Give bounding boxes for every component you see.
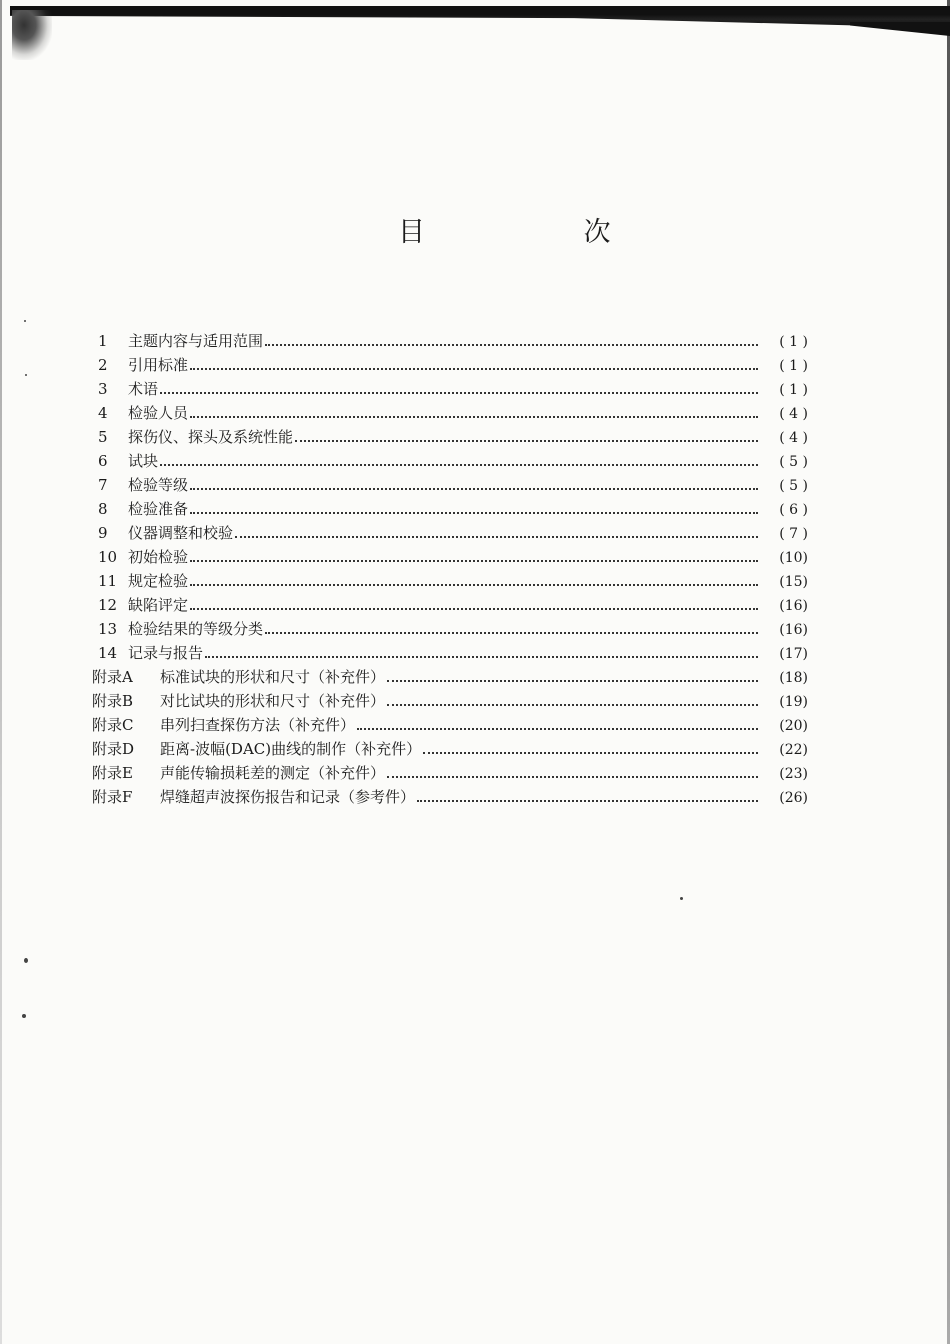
- toc-entry-number: 8: [98, 500, 108, 518]
- toc-entry-number: 附录C: [92, 716, 134, 734]
- toc-entry-number: 13: [98, 620, 118, 638]
- toc-dot-leader: [387, 703, 758, 706]
- toc-entry-page: (26): [779, 790, 808, 806]
- toc-entry-page: ( 5 ): [779, 454, 808, 470]
- toc-entry-number: 12: [98, 596, 118, 614]
- toc-appendix-entry: [92, 714, 808, 738]
- toc-entry-page: ( 1 ): [779, 334, 808, 350]
- toc-entry-title: 对比试块的形状和尺寸（补充件）: [160, 692, 386, 710]
- toc-entry-page: (23): [779, 766, 808, 782]
- toc-entry-number: 11: [98, 572, 118, 590]
- toc-entry-title: 记录与报告: [128, 644, 204, 662]
- toc-entry-number: 9: [98, 524, 108, 542]
- toc-entry: [92, 618, 808, 642]
- toc-entry-title: 声能传输损耗差的测定（补充件）: [160, 764, 386, 782]
- toc-entry-title: 串列扫查探伤方法（补充件）: [160, 716, 356, 734]
- toc-entry-page: (18): [779, 670, 808, 686]
- scan-top-border: [10, 6, 950, 28]
- toc-entry-number: 附录F: [92, 788, 133, 806]
- toc-dot-leader: [190, 511, 758, 514]
- toc-entry-number: 附录A: [92, 668, 133, 686]
- toc-entry-page: ( 4 ): [779, 406, 808, 422]
- toc-entry: [92, 330, 808, 354]
- scan-left-edge: [0, 0, 2, 1344]
- scan-speck: [24, 958, 28, 963]
- toc-dot-leader: [190, 367, 758, 370]
- toc-entry-title: 探伤仪、探头及系统性能: [128, 428, 294, 446]
- toc-entry-number: 附录D: [92, 740, 135, 758]
- toc-entry: [92, 450, 808, 474]
- toc-dot-leader: [295, 439, 758, 442]
- toc-entry: [92, 642, 808, 666]
- toc-entry-page: ( 4 ): [779, 430, 808, 446]
- toc-dot-leader: [387, 679, 758, 682]
- toc-entry-number: 附录B: [92, 692, 134, 710]
- toc-entry-title: 引用标准: [128, 356, 189, 374]
- toc-entry-page: (15): [779, 574, 808, 590]
- toc-entry: [92, 474, 808, 498]
- table-of-contents: [92, 330, 808, 810]
- toc-entry-number: 1: [98, 332, 108, 350]
- toc-entry-title: 检验结果的等级分类: [128, 620, 264, 638]
- toc-dot-leader: [190, 487, 758, 490]
- toc-dot-leader: [160, 463, 758, 466]
- toc-entry: [92, 402, 808, 426]
- toc-entry-number: 2: [98, 356, 108, 374]
- toc-entry-title: 术语: [128, 380, 159, 398]
- toc-entry-title: 检验等级: [128, 476, 189, 494]
- toc-dot-leader: [235, 535, 758, 538]
- toc-appendix-entry: [92, 666, 808, 690]
- toc-appendix-entry: [92, 738, 808, 762]
- toc-entry-page: ( 1 ): [779, 382, 808, 398]
- toc-dot-leader: [205, 655, 758, 658]
- toc-appendix-entry: [92, 786, 808, 810]
- toc-entry-title: 缺陷评定: [128, 596, 189, 614]
- toc-entry: [92, 522, 808, 546]
- toc-entry: [92, 498, 808, 522]
- toc-entry-page: (16): [779, 622, 808, 638]
- toc-entry-page: ( 1 ): [779, 358, 808, 374]
- toc-entry-page: (22): [779, 742, 808, 758]
- toc-entry-number: 6: [98, 452, 108, 470]
- toc-dot-leader: [423, 751, 758, 754]
- toc-entry-number: 4: [98, 404, 108, 422]
- toc-entry-title: 规定检验: [128, 572, 189, 590]
- toc-entry-page: (10): [779, 550, 808, 566]
- toc-entry-number: 7: [98, 476, 108, 494]
- toc-entry-title: 试块: [128, 452, 159, 470]
- scan-speck: [22, 1014, 26, 1018]
- toc-entry: [92, 546, 808, 570]
- toc-entry-page: ( 5 ): [779, 478, 808, 494]
- scan-top-border-edge: [850, 22, 950, 36]
- toc-entry-title: 标准试块的形状和尺寸（补充件）: [160, 668, 386, 686]
- toc-dot-leader: [387, 775, 758, 778]
- toc-entry-number: 3: [98, 380, 108, 398]
- toc-dot-leader: [190, 583, 758, 586]
- toc-entry-title: 距离-波幅(DAC)曲线的制作（补充件）: [160, 740, 422, 758]
- toc-entry: [92, 354, 808, 378]
- toc-entry-number: 10: [98, 548, 118, 566]
- scan-smudge: [12, 10, 52, 60]
- toc-entry-title: 主题内容与适用范围: [128, 332, 264, 350]
- toc-entry-page: (20): [779, 718, 808, 734]
- toc-entry: [92, 570, 808, 594]
- toc-dot-leader: [265, 631, 758, 634]
- toc-dot-leader: [190, 415, 758, 418]
- toc-dot-leader: [190, 607, 758, 610]
- toc-entry-title: 检验准备: [128, 500, 189, 518]
- page-title: 目 次: [398, 217, 686, 248]
- toc-entry-title: 检验人员: [128, 404, 189, 422]
- toc-entry: [92, 378, 808, 402]
- scan-speck: [25, 374, 27, 376]
- toc-entry-page: (17): [779, 646, 808, 662]
- scan-speck: [680, 897, 683, 900]
- toc-dot-leader: [160, 391, 758, 394]
- toc-entry-number: 14: [98, 644, 118, 662]
- toc-entry-page: ( 7 ): [779, 526, 808, 542]
- scan-speck: [24, 320, 26, 322]
- toc-entry-title: 初始检验: [128, 548, 189, 566]
- toc-dot-leader: [417, 799, 758, 802]
- toc-entry-title: 仪器调整和校验: [128, 524, 234, 542]
- toc-dot-leader: [357, 727, 758, 730]
- toc-appendix-entry: [92, 690, 808, 714]
- toc-entry-title: 焊缝超声波探伤报告和记录（参考件）: [160, 788, 416, 806]
- toc-entry-number: 5: [98, 428, 108, 446]
- toc-entry: [92, 426, 808, 450]
- toc-dot-leader: [190, 559, 758, 562]
- toc-entry-page: ( 6 ): [779, 502, 808, 518]
- toc-entry-number: 附录E: [92, 764, 133, 782]
- toc-appendix-entry: [92, 762, 808, 786]
- toc-entry-page: (19): [779, 694, 808, 710]
- toc-entry: [92, 594, 808, 618]
- toc-entry-page: (16): [779, 598, 808, 614]
- toc-dot-leader: [265, 343, 758, 346]
